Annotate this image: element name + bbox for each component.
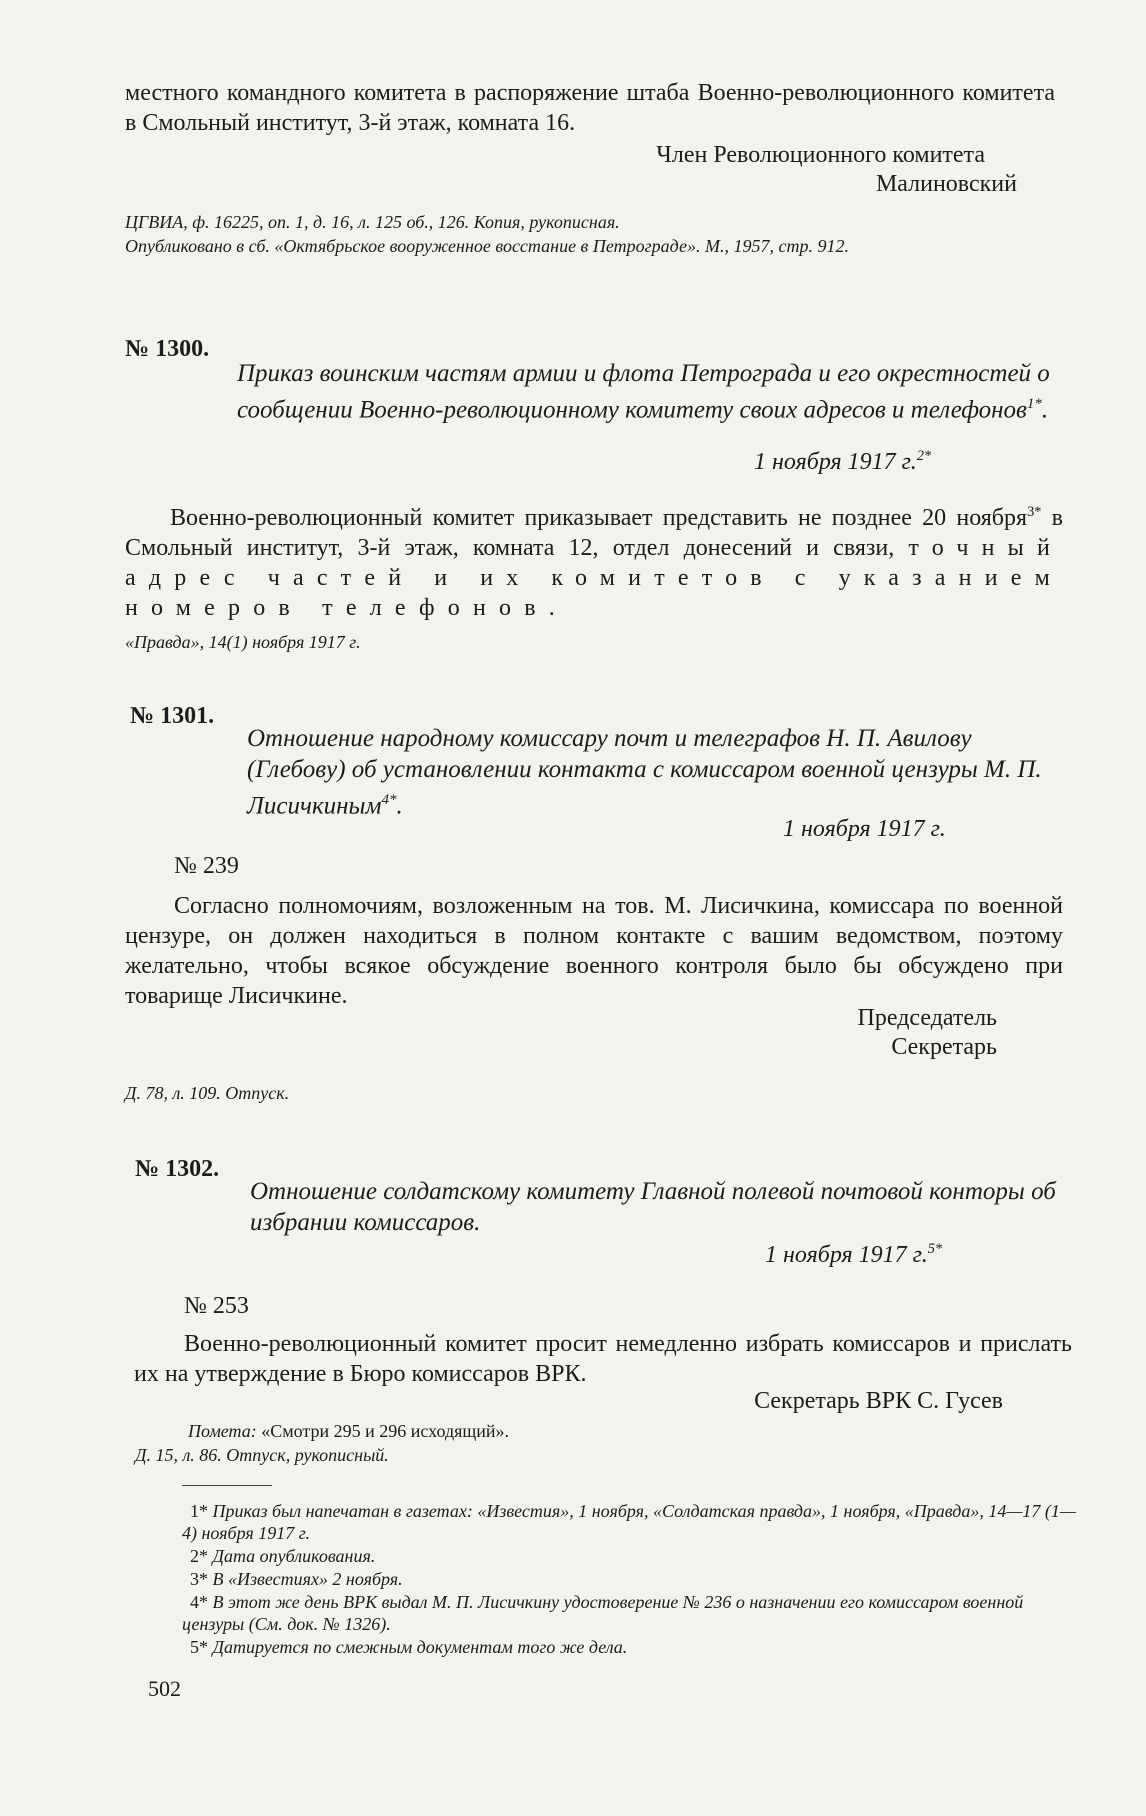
- doc-1302-note-text: «Смотри 295 и 296 исходящий».: [261, 1421, 510, 1441]
- footnote-4-text: В этот же день ВРК выдал М. П. Лисичкину удостоверение № 236 о назначении его комиссаром военной цензуры (См. док. № 1326).: [182, 1592, 1024, 1634]
- doc-1301-outgoing-number: № 239: [174, 853, 239, 879]
- doc-1302-number: № 1302.: [135, 1156, 220, 1182]
- doc-1302-title: Отношение солдатскому комитету Главной полевой почтовой конторы об избрании комиссаров.: [250, 1178, 1056, 1236]
- doc-1301-date: 1 ноября 1917 г.: [783, 816, 946, 842]
- footnote-2-text: Дата опубликования.: [212, 1546, 376, 1566]
- doc-1301-sign-chairman: Председатель: [857, 1005, 997, 1031]
- doc-1301-number: № 1301.: [130, 703, 215, 729]
- footnote-divider: [182, 1485, 272, 1486]
- intro-signature-name: Малиновский: [875, 171, 1017, 197]
- doc-1300-title-note: 1*: [1026, 396, 1042, 412]
- footnote-5-text: Датируется по смежным документам того же дела.: [212, 1637, 628, 1657]
- footnote-5-mark: 5*: [190, 1637, 208, 1657]
- intro-signature-title: Член Революционного комитета: [656, 142, 985, 168]
- footnote-3-text: В «Известиях» 2 ноября.: [212, 1569, 403, 1589]
- doc-1300-source: «Правда», 14(1) ноября 1917 г.: [125, 632, 361, 652]
- doc-1300-date: [754, 448, 931, 476]
- doc-1300-date-text: 1 ноября 1917 г.: [754, 449, 917, 475]
- doc-1302-text: Военно-революционный комитет просит немедленно избрать комиссаров и прислать их на утверждение в Бюро комиссаров ВРК.: [134, 1331, 1072, 1387]
- doc-1302-sign: Секретарь ВРК С. Гусев: [754, 1388, 1003, 1414]
- doc-1302-date-text: 1 ноября 1917 г.: [765, 1242, 928, 1268]
- doc-1302-date: [765, 1241, 942, 1269]
- page-number: 502: [148, 1676, 181, 1701]
- doc-1300-text-note: 3*: [1027, 504, 1042, 520]
- doc-1301-title: Отношение народному комиссару почт и телеграфов Н. П. Авилову (Глебову) об установлении контакта с комиссаром военной цензуры М. П. Лисичкиным$^{4*}$.: [247, 725, 1042, 820]
- intro-paragraph: местного командного комитета в распоряжение штаба Военно-революционного комитета в Смольный институт, 3-й этаж, комната 16.: [125, 80, 1055, 136]
- footnote-4-mark: 4*: [190, 1592, 208, 1612]
- doc-1300-text-part2: в Смольный институт, 3-й этаж, комната 12, отдел донесений и связи,: [125, 505, 1064, 561]
- doc-1302-outgoing-number: № 253: [184, 1293, 249, 1319]
- doc-1302-note: [188, 1419, 1126, 1443]
- doc-1300-text: [125, 497, 1063, 623]
- doc-1300-text-part1: Военно-революционный комитет приказывает представить не позднее 20 ноября: [170, 505, 1028, 531]
- doc-1302-date-note: 5*: [927, 1241, 943, 1257]
- doc-1302-source: Д. 15, л. 86. Отпуск, рукописный.: [135, 1445, 389, 1465]
- footnote-2-mark: 2*: [190, 1546, 208, 1566]
- doc-1301-title-note: 4*: [381, 792, 397, 808]
- footnote-1-mark: 1*: [190, 1501, 208, 1521]
- footnote-1: [182, 1500, 1082, 1544]
- doc-1300-text-spaced: точный адрес частей и их комитетов с указанием номеров телефонов.: [125, 535, 1064, 621]
- footnote-2: [182, 1545, 1082, 1567]
- footnote-3: [182, 1568, 1082, 1590]
- doc-1300-number: № 1300.: [125, 336, 210, 362]
- footnote-4: [182, 1591, 1082, 1635]
- doc-1301-text: Согласно полномочиям, возложенным на тов. М. Лисичкина, комиссара по военной цензуре, он должен находиться в полном контакте с вашим ведомством, поэтому желательно, чтобы всякое обсуждение военного контроля было бы обсуждено при товарище Лисичкине.: [125, 893, 1063, 1009]
- doc-1301-sign-secretary: Секретарь: [891, 1034, 997, 1060]
- doc-1301-source: Д. 78, л. 109. Отпуск.: [125, 1083, 290, 1103]
- footnote-5: [182, 1636, 1082, 1658]
- footnote-3-mark: 3*: [190, 1569, 208, 1589]
- intro-source-line2: Опубликовано в сб. «Октябрьское вооруженное восстание в Петрограде». М., 1957, стр. 912.: [125, 236, 849, 256]
- doc-1300-title: Приказ воинским частям армии и флота Петрограда и его окрестностей о сообщении Военно-революционному комитету своих адресов и телефонов$^{1*}$.: [237, 360, 1050, 424]
- doc-1300-date-note: 2*: [916, 448, 932, 464]
- doc-1300-title-text: Приказ воинским частям армии и флота Петрограда и его окрестностей о сообщении Военно-революционному комитету своих адресов и телефонов: [237, 360, 1050, 424]
- doc-1301-title-text: Отношение народному комиссару почт и телеграфов Н. П. Авилову (Глебову) об установлении контакта с комиссаром военной цензуры М. П. Лисичкиным: [247, 725, 1042, 820]
- intro-source-line1: ЦГВИА, ф. 16225, оп. 1, д. 16, л. 125 об., 126. Копия, рукописная.: [125, 212, 620, 232]
- footnote-1-text: Приказ был напечатан в газетах: «Известия», 1 ноября, «Солдатская правда», 1 ноября, «Правда», 14—17 (1—4) ноября 1917 г.: [182, 1501, 1076, 1543]
- doc-1302-note-label: Помета:: [188, 1421, 257, 1441]
